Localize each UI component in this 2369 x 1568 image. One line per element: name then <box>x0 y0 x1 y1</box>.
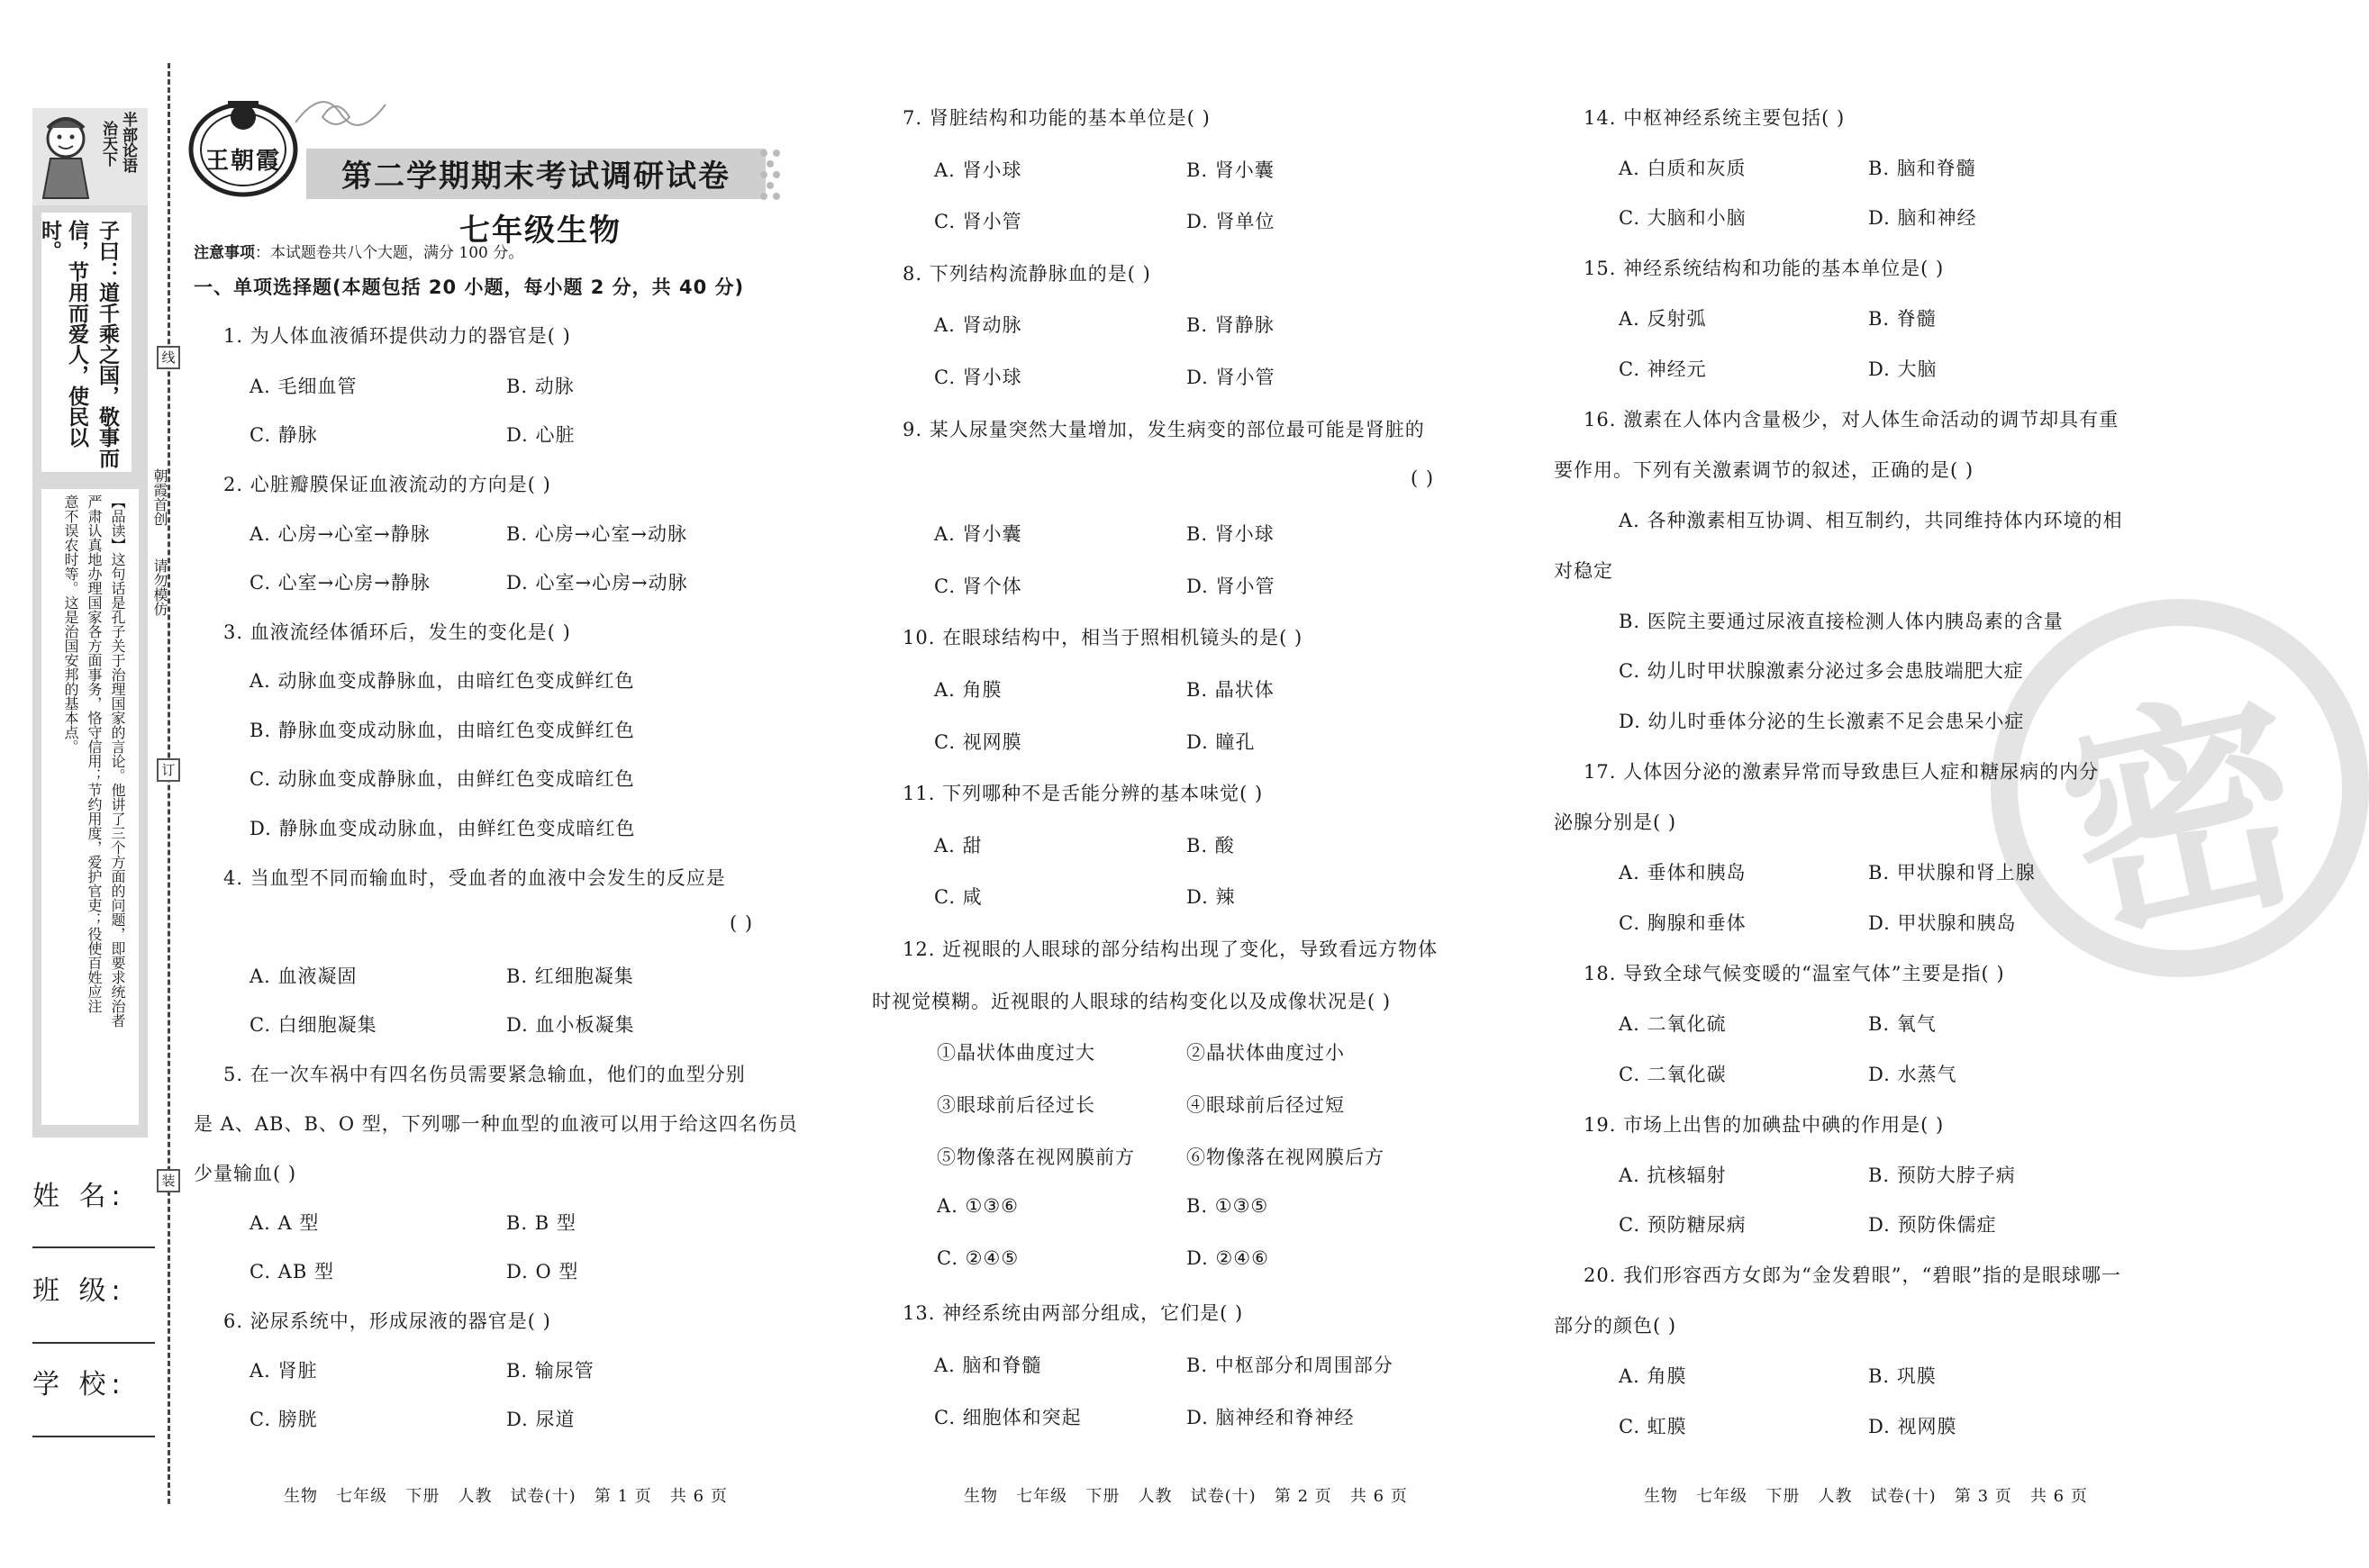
answer-option: D. 肾小管 <box>1186 576 1275 597</box>
grade-title: 七年级生物 <box>459 213 622 249</box>
quote-line: 信，节用而爱人，使民以时。 <box>38 220 88 448</box>
exam-title: 第二学期期末考试调研试卷 <box>341 159 731 195</box>
question-stem: 少量输血( ) <box>194 1163 297 1184</box>
quote-panel <box>32 205 148 480</box>
question-stem: 11. 下列哪种不是舌能分辨的基本味觉( ) <box>903 783 1264 804</box>
answer-blank: ( ) <box>730 912 754 934</box>
answer-option: B. 甲状腺和肾上腺 <box>1868 862 2036 884</box>
answer-option: B. 红细胞凝集 <box>506 965 634 987</box>
question-stem: 9. 某人尿量突然大量增加，发生病变的部位最可能是肾脏的 <box>903 419 1425 440</box>
answer-option: B. 肾小球 <box>1186 523 1275 545</box>
answer-option: A. 肾动脉 <box>934 314 1022 336</box>
answer-option: A. 二氧化硫 <box>1619 1013 1727 1035</box>
name-field[interactable] <box>32 1246 155 1248</box>
answer-option: A. A 型 <box>250 1212 320 1234</box>
answer-option: B. 巩膜 <box>1868 1365 1937 1387</box>
statement-item: ①晶状体曲度过大 <box>937 1042 1095 1064</box>
answer-option: C. 大脑和小脑 <box>1619 207 1747 229</box>
statement-item: ②晶状体曲度过小 <box>1186 1042 1345 1064</box>
answer-option: B. ①③⑤ <box>1186 1195 1269 1217</box>
corner-char: 天 <box>99 136 117 151</box>
section-title: 一、单项选择题(本题包括 20 小题，每小题 2 分，共 40 分) <box>194 276 745 298</box>
reading-line: 严肃认真地办理国家各方面事务，恪守信用；节约用度，爱护官吏；役使百姓应注 <box>86 494 103 1013</box>
answer-option: B. 动脉 <box>506 376 575 397</box>
answer-option: A. 动脉血变成静脉血，由暗红色变成鲜红色 <box>250 670 635 692</box>
answer-option: A. 角膜 <box>1619 1365 1687 1387</box>
answer-option: A. 肾小囊 <box>934 523 1022 545</box>
corner-char: 部 <box>119 127 137 142</box>
notice-text: ：本试题卷共八个大题，满分 100 分。 <box>255 244 524 262</box>
statement-item: ④眼球前后径过短 <box>1186 1094 1345 1116</box>
answer-option: C. AB 型 <box>250 1261 334 1282</box>
question-stem: 8. 下列结构流静脉血的是( ) <box>903 263 1151 285</box>
ribbon-icon <box>286 86 395 150</box>
question-stem: 部分的颜色( ) <box>1554 1315 1677 1337</box>
exam-notice <box>194 240 523 262</box>
question-stem: 5. 在一次车祸中有四名伤员需要紧急输血，他们的血型分别 <box>223 1064 746 1085</box>
answer-option: A. 白质和灰质 <box>1619 158 1747 179</box>
answer-option: B. B 型 <box>506 1212 576 1234</box>
answer-option: C. 白细胞凝集 <box>250 1014 377 1036</box>
answer-option: B. 氧气 <box>1868 1013 1937 1035</box>
answer-option: C. 肾小球 <box>934 367 1022 388</box>
reading-line: 意不误农时等。这是治国安邦的基本点。 <box>62 494 79 754</box>
page-footer: 生物 七年级 下册 人教 试卷(十) 第 2 页 共 6 页 <box>964 1487 1408 1506</box>
cut-mark-pack: 装 <box>157 1169 180 1192</box>
class-field[interactable] <box>32 1342 155 1344</box>
answer-option: D. 脑神经和脊神经 <box>1186 1407 1355 1428</box>
answer-option: B. 输尿管 <box>506 1360 595 1382</box>
statement-item: ③眼球前后径过长 <box>937 1094 1095 1116</box>
question-stem: 19. 市场上出售的加碘盐中碘的作用是( ) <box>1584 1114 1945 1136</box>
cartoon-figure-icon <box>34 112 97 202</box>
cut-mark-line: 线 <box>157 346 180 369</box>
answer-option: D. O 型 <box>506 1261 579 1282</box>
answer-option: D. 辣 <box>1186 886 1236 908</box>
answer-option: B. 中枢部分和周围部分 <box>1186 1355 1393 1376</box>
answer-option: C. 二氧化碳 <box>1619 1064 1727 1085</box>
answer-option: B. 医院主要通过尿液直接检测人体内胰岛素的含量 <box>1619 611 2064 632</box>
answer-option: A. 毛细血管 <box>250 376 358 397</box>
answer-option: C. 膀胱 <box>250 1409 318 1430</box>
page-footer: 生物 七年级 下册 人教 试卷(十) 第 1 页 共 6 页 <box>284 1487 728 1506</box>
question-stem: 12. 近视眼的人眼球的部分结构出现了变化，导致看远方物体 <box>903 938 1439 960</box>
answer-option: A. 脑和脊髓 <box>934 1355 1042 1376</box>
answer-option: A. 各种激素相互协调、相互制约，共同维持体内环境的相 <box>1619 510 2123 531</box>
question-stem: 7. 肾脏结构和功能的基本单位是( ) <box>903 107 1211 129</box>
answer-option: A. 血液凝固 <box>250 965 358 987</box>
answer-option: B. 肾静脉 <box>1186 314 1275 336</box>
answer-option: C. 肾小管 <box>934 211 1022 232</box>
answer-option: 对稳定 <box>1554 560 1613 582</box>
answer-option: D. 肾小管 <box>1186 367 1275 388</box>
answer-option: C. 动脉血变成静脉血，由鲜红色变成暗红色 <box>250 768 635 790</box>
school-label: 学 校: <box>32 1369 126 1400</box>
statement-item: ⑤物像落在视网膜前方 <box>937 1147 1135 1168</box>
question-stem: 要作用。下列有关激素调节的叙述，正确的是( ) <box>1554 459 1974 481</box>
answer-option: C. 静脉 <box>250 424 318 446</box>
answer-option: B. 酸 <box>1186 835 1235 857</box>
answer-option: C. 咸 <box>934 886 983 908</box>
answer-option: C. ②④⑤ <box>937 1247 1020 1269</box>
answer-option: A. 反射弧 <box>1619 308 1707 330</box>
answer-option: C. 神经元 <box>1619 358 1707 380</box>
class-label: 班 级: <box>32 1275 126 1307</box>
answer-option: A. ①③⑥ <box>937 1195 1019 1217</box>
cartoon-panel <box>32 108 148 205</box>
question-stem: 泌腺分别是( ) <box>1554 811 1677 833</box>
answer-option: A. 心房→心室→静脉 <box>250 523 431 545</box>
answer-option: D. 预防侏儒症 <box>1868 1214 1997 1236</box>
answer-option: C. 幼儿时甲状腺激素分泌过多会患肢端肥大症 <box>1619 660 2024 682</box>
binding-margin <box>0 0 171 1568</box>
answer-option: D. 瞳孔 <box>1186 731 1256 753</box>
answer-option: A. 抗核辐射 <box>1619 1165 1727 1186</box>
question-stem: 4. 当血型不同而输血时，受血者的血液中会发生的反应是 <box>223 867 726 889</box>
answer-option: C. 心室→心房→静脉 <box>250 572 431 594</box>
question-stem: 10. 在眼球结构中，相当于照相机镜头的是( ) <box>903 627 1303 648</box>
corner-char: 语 <box>119 158 137 173</box>
question-stem: 20. 我们形容西方女郎为“金发碧眼”，“碧眼”指的是眼球哪一 <box>1584 1264 2122 1286</box>
answer-option: C. 预防糖尿病 <box>1619 1214 1747 1236</box>
answer-option: B. 晶状体 <box>1186 679 1275 701</box>
reading-panel <box>32 480 148 1137</box>
corner-char: 下 <box>99 151 117 167</box>
corner-char: 半 <box>119 112 137 127</box>
confidential-stamp-glyph: 密 <box>2041 660 2328 976</box>
answer-option: B. 肾小囊 <box>1186 159 1275 181</box>
answer-option: D. 心室→心房→动脉 <box>506 572 688 594</box>
corner-char: 治 <box>99 121 117 136</box>
answer-option: D. 大脑 <box>1868 358 1938 380</box>
question-stem: 17. 人体因分泌的激素异常而导致患巨人症和糖尿病的内分 <box>1584 761 2100 783</box>
cut-mark-bind: 订 <box>157 758 180 782</box>
answer-option: A. 肾脏 <box>250 1360 318 1382</box>
answer-option: D. 肾单位 <box>1186 211 1275 232</box>
answer-option: C. 视网膜 <box>934 731 1022 753</box>
reading-line: 【品读】这句话是孔子关于治理国家的言论。他讲了三个方面的问题，即要求统治者 <box>109 494 126 1028</box>
question-stem: 6. 泌尿系统中，形成尿液的器官是( ) <box>223 1310 551 1332</box>
answer-option: D. 甲状腺和胰岛 <box>1868 912 2017 934</box>
answer-option: A. 角膜 <box>934 679 1003 701</box>
answer-option: B. 预防大脖子病 <box>1868 1165 2016 1186</box>
question-stem: 是 A、AB、B、O 型，下列哪一种血型的血液可以用于给这四名伤员 <box>194 1113 798 1135</box>
answer-option: A. 垂体和胰岛 <box>1619 862 1747 884</box>
answer-option: C. 胸腺和垂体 <box>1619 912 1747 934</box>
answer-option: C. 虹膜 <box>1619 1416 1687 1437</box>
answer-option: D. 血小板凝集 <box>506 1014 635 1036</box>
question-stem: 3. 血液流经体循环后，发生的变化是( ) <box>223 621 571 643</box>
answer-option: B. 脑和脊髓 <box>1868 158 1976 179</box>
question-stem: 2. 心脏瓣膜保证血液流动的方向是( ) <box>223 474 551 495</box>
answer-option: A. 甜 <box>934 835 983 857</box>
answer-blank: ( ) <box>1411 467 1435 489</box>
answer-option: D. 幼儿时垂体分泌的生长激素不足会患呆小症 <box>1619 711 2025 732</box>
answer-option: B. 脊髓 <box>1868 308 1937 330</box>
brand-logo-text: 王朝霞 <box>204 148 281 175</box>
binding-dash-line <box>168 63 170 1504</box>
answer-option: D. 视网膜 <box>1868 1416 1957 1437</box>
question-stem: 13. 神经系统由两部分组成，它们是( ) <box>903 1302 1244 1324</box>
copyright-note: 朝霞首创 <box>151 468 168 526</box>
answer-option: B. 静脉血变成动脉血，由暗红色变成鲜红色 <box>250 720 635 741</box>
question-stem: 14. 中枢神经系统主要包括( ) <box>1584 107 1846 129</box>
quote-line: 子曰：道千乘之国，敬事而 <box>95 220 119 468</box>
answer-option: B. 心房→心室→动脉 <box>506 523 687 545</box>
answer-option: C. 肾个体 <box>934 576 1022 597</box>
answer-option: D. 尿道 <box>506 1409 576 1430</box>
answer-option: D. 脑和神经 <box>1868 207 1977 229</box>
question-stem: 1. 为人体血液循环提供动力的器官是( ) <box>223 325 571 347</box>
answer-option: D. 心脏 <box>506 424 576 446</box>
answer-option: A. 肾小球 <box>934 159 1022 181</box>
school-field[interactable] <box>32 1436 155 1437</box>
statement-item: ⑥物像落在视网膜后方 <box>1186 1147 1384 1168</box>
question-stem: 时视觉模糊。近视眼的人眼球的结构变化以及成像状况是( ) <box>872 991 1392 1012</box>
corner-char: 论 <box>119 142 137 158</box>
copyright-note: 请勿模仿 <box>151 558 168 616</box>
answer-option: D. 水蒸气 <box>1868 1064 1957 1085</box>
answer-option: D. ②④⑥ <box>1186 1247 1269 1269</box>
notice-label: 注意事项 <box>194 244 255 262</box>
question-stem: 15. 神经系统结构和功能的基本单位是( ) <box>1584 258 1945 279</box>
name-label: 姓 名: <box>32 1181 126 1212</box>
question-stem: 18. 导致全球气候变暖的“温室气体”主要是指( ) <box>1584 963 2005 984</box>
answer-option: C. 细胞体和突起 <box>934 1407 1082 1428</box>
page-footer: 生物 七年级 下册 人教 试卷(十) 第 3 页 共 6 页 <box>1644 1487 2088 1506</box>
question-stem: 16. 激素在人体内含量极少，对人体生命活动的调节却具有重 <box>1584 409 2119 431</box>
answer-option: D. 静脉血变成动脉血，由鲜红色变成暗红色 <box>250 818 636 839</box>
